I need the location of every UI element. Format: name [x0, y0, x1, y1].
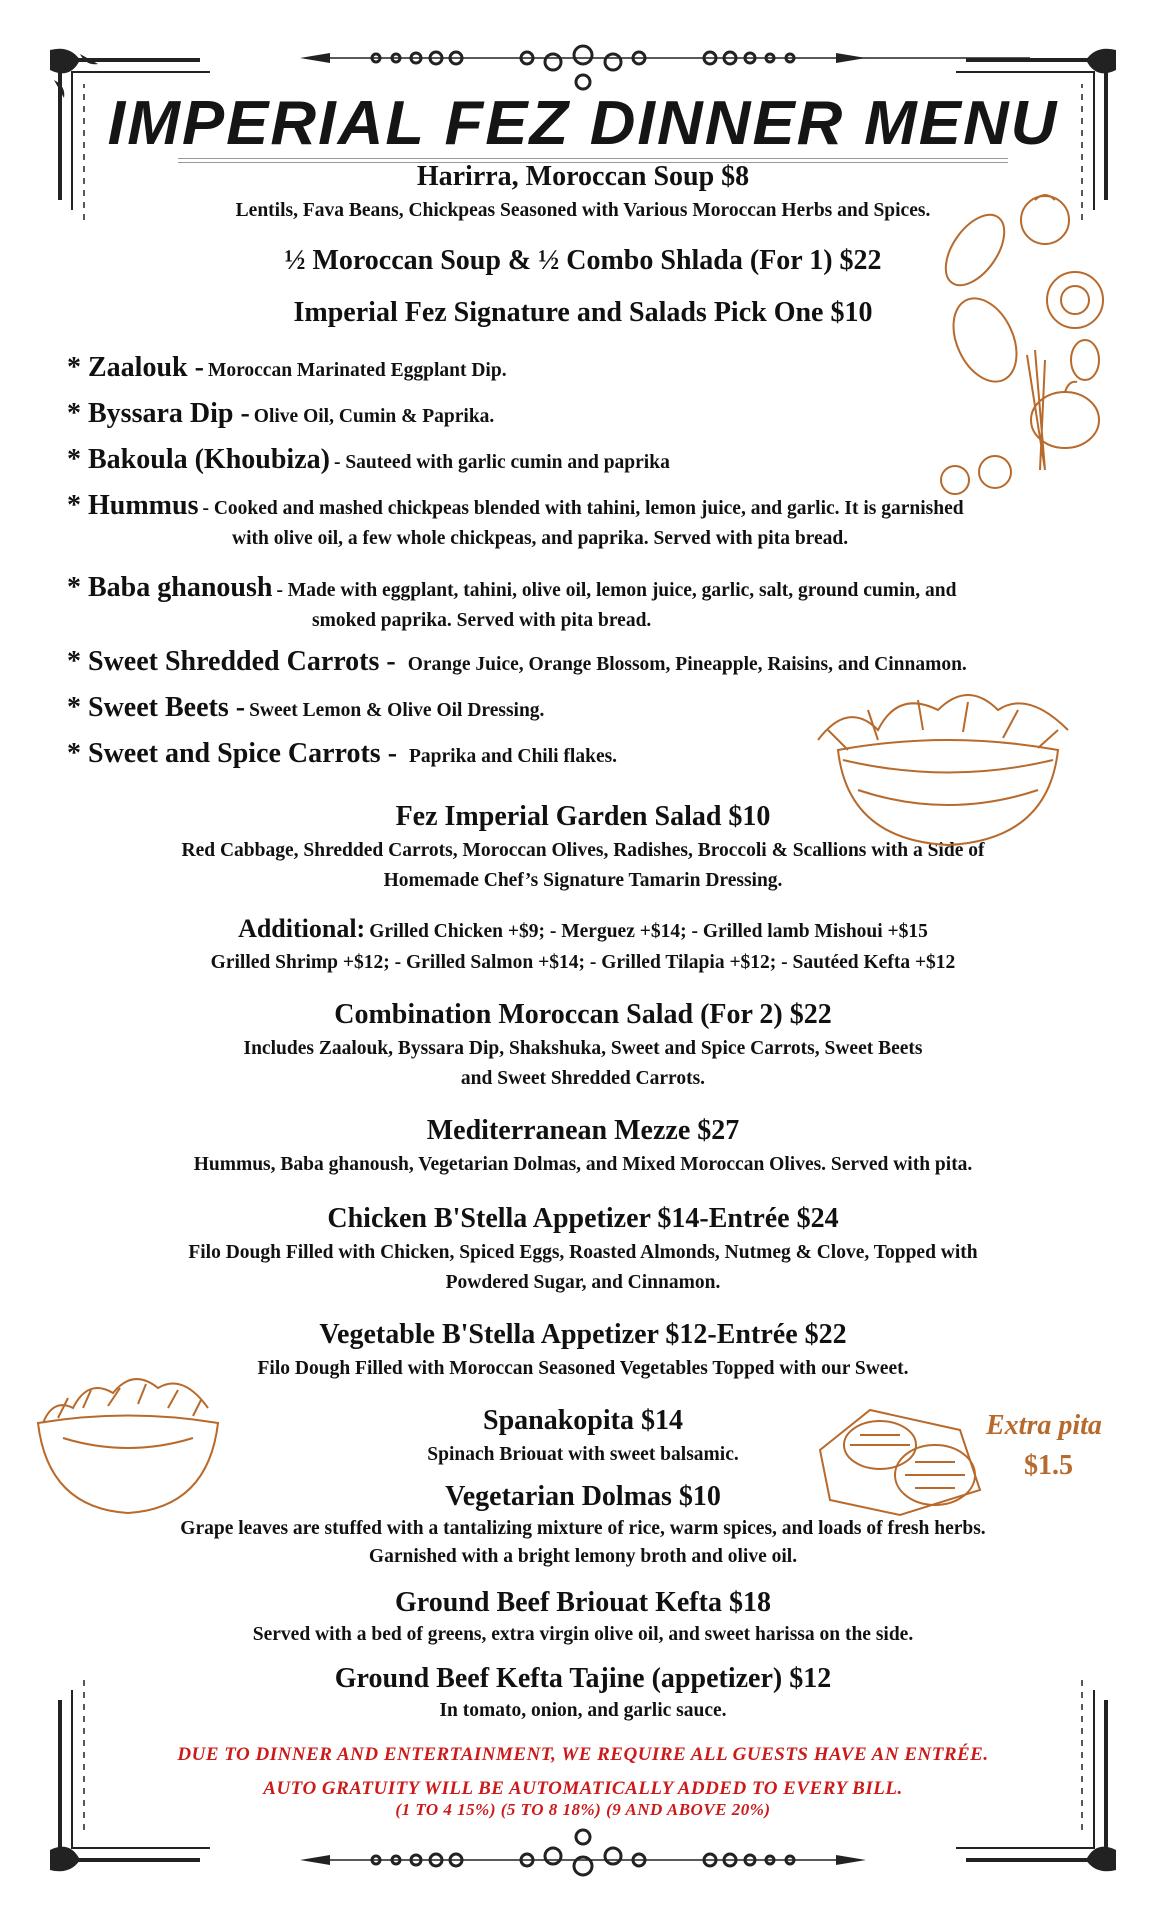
soup-desc: Lentils, Fava Beans, Chickpeas Seasoned with Various Moroccan Herbs and Spices.	[235, 200, 931, 221]
chicken-bstella-desc-2: Powdered Sugar, and Cinnamon.	[445, 1272, 721, 1293]
extra-pita-price: $1.5	[1024, 1450, 1073, 1481]
notice-entree: DUE TO DINNER AND ENTERTAINMENT, WE REQUIRE ALL GUESTS HAVE AN ENTRÉE.	[177, 1744, 989, 1765]
extra-pita-label: Extra pita	[986, 1410, 1102, 1441]
page-title: IMPERIAL FEZ DINNER MENU	[107, 89, 1059, 158]
salad-bowl-illustration	[798, 690, 1098, 850]
notice-gratuity: AUTO GRATUITY WILL BE AUTOMATICALLY ADDED TO EVERY BILL.	[263, 1778, 903, 1799]
pick-item-byssara: * Byssara Dip - Olive Oil, Cumin & Paprika.	[67, 398, 495, 429]
signature-heading: Imperial Fez Signature and Salads Pick One $10	[293, 297, 873, 328]
spanakopita-desc: Spinach Briouat with sweet balsamic.	[427, 1444, 739, 1465]
pick-item-sweet-spice-carrots: * Sweet and Spice Carrots - Paprika and Chili flakes.	[67, 738, 618, 769]
veg-bstella-name: Vegetable B'Stella Appetizer $12-Entrée $22	[319, 1319, 847, 1350]
pick-item-hummus-desc-2: with olive oil, a few whole chickpeas, and paprika. Served with pita bread.	[232, 528, 849, 549]
notice-gratuity-rates: (1 TO 4 15%) (5 TO 8 18%) (9 AND ABOVE 20%)	[395, 1800, 771, 1819]
pick-item-zaalouk: * Zaalouk - Moroccan Marinated Eggplant Dip.	[67, 352, 507, 383]
additional-line-2: Grilled Shrimp +$12; - Grilled Salmon +$14; - Grilled Tilapia +$12; - Sautéed Kefta +$12	[210, 952, 956, 973]
dolmas-name: Vegetarian Dolmas $10	[445, 1481, 721, 1512]
pick-item-baba-ghanoush: * Baba ghanoush - Made with eggplant, tahini, olive oil, lemon juice, garlic, salt, ground cumin, and	[67, 572, 957, 603]
pita-illustration	[810, 1390, 990, 1520]
spanakopita-name: Spanakopita $14	[483, 1405, 683, 1436]
briouat-kefta-name: Ground Beef Briouat Kefta $18	[395, 1587, 771, 1618]
pick-item-hummus: * Hummus - Cooked and mashed chickpeas blended with tahini, lemon juice, and garlic. It is garnished	[67, 490, 964, 521]
garden-salad-name: Fez Imperial Garden Salad $10	[395, 801, 771, 832]
combo-salad-desc-1: Includes Zaalouk, Byssara Dip, Shakshuka, Sweet and Spice Carrots, Sweet Beets	[243, 1038, 923, 1059]
chicken-bstella-name: Chicken B'Stella Appetizer $14-Entrée $24	[327, 1203, 839, 1234]
garden-salad-desc-1: Red Cabbage, Shredded Carrots, Moroccan Olives, Radishes, Broccoli & Scallions with a Side of	[181, 840, 985, 861]
dolmas-desc-1: Grape leaves are stuffed with a tantalizing mixture of rice, warm spices, and loads of fresh herbs.	[180, 1518, 986, 1539]
pick-item-bakoula: * Bakoula (Khoubiza) - Sauteed with garlic cumin and paprika	[67, 444, 670, 475]
pick-item-baba-ghanoush-desc-2: smoked paprika. Served with pita bread.	[312, 610, 652, 631]
pick-item-sweet-shredded-carrots: * Sweet Shredded Carrots - Orange Juice, Orange Blossom, Pineapple, Raisins, and Cinnamon.	[67, 646, 967, 677]
mezze-name: Mediterranean Mezze $27	[426, 1115, 740, 1146]
veg-bstella-desc: Filo Dough Filled with Moroccan Seasoned Vegetables Topped with our Sweet.	[257, 1358, 909, 1379]
chicken-bstella-desc-1: Filo Dough Filled with Chicken, Spiced Eggs, Roasted Almonds, Nutmeg & Clove, Topped with	[188, 1242, 978, 1263]
dolmas-desc-2: Garnished with a bright lemony broth and olive oil.	[368, 1546, 798, 1567]
briouat-kefta-desc: Served with a bed of greens, extra virgin olive oil, and sweet harissa on the side.	[252, 1624, 914, 1645]
additional-label: Additional:	[238, 914, 366, 943]
mezze-desc: Hummus, Baba ghanoush, Vegetarian Dolmas, and Mixed Moroccan Olives. Served with pita.	[193, 1154, 973, 1175]
combo-salad-name: Combination Moroccan Salad (For 2) $22	[334, 999, 832, 1030]
garden-salad-desc-2: Homemade Chef’s Signature Tamarin Dressing.	[383, 870, 783, 891]
pick-item-sweet-beets: * Sweet Beets - Sweet Lemon & Olive Oil Dressing.	[67, 692, 545, 723]
soup-name: Harirra, Moroccan Soup $8	[416, 161, 750, 192]
combo-salad-desc-2: and Sweet Shredded Carrots.	[460, 1068, 706, 1089]
vegetables-illustration	[935, 190, 1115, 500]
kefta-tajine-desc: In tomato, onion, and garlic sauce.	[439, 1700, 727, 1721]
half-combo: ½ Moroccan Soup & ½ Combo Shlada (For 1) $22	[284, 245, 882, 276]
kefta-tajine-name: Ground Beef Kefta Tajine (appetizer) $12	[334, 1663, 832, 1694]
additional-line-1: Additional: Grilled Chicken +$9; - Merguez +$14; - Grilled lamb Mishoui +$15	[238, 914, 928, 943]
carrot-bowl-illustration	[28, 1378, 228, 1518]
